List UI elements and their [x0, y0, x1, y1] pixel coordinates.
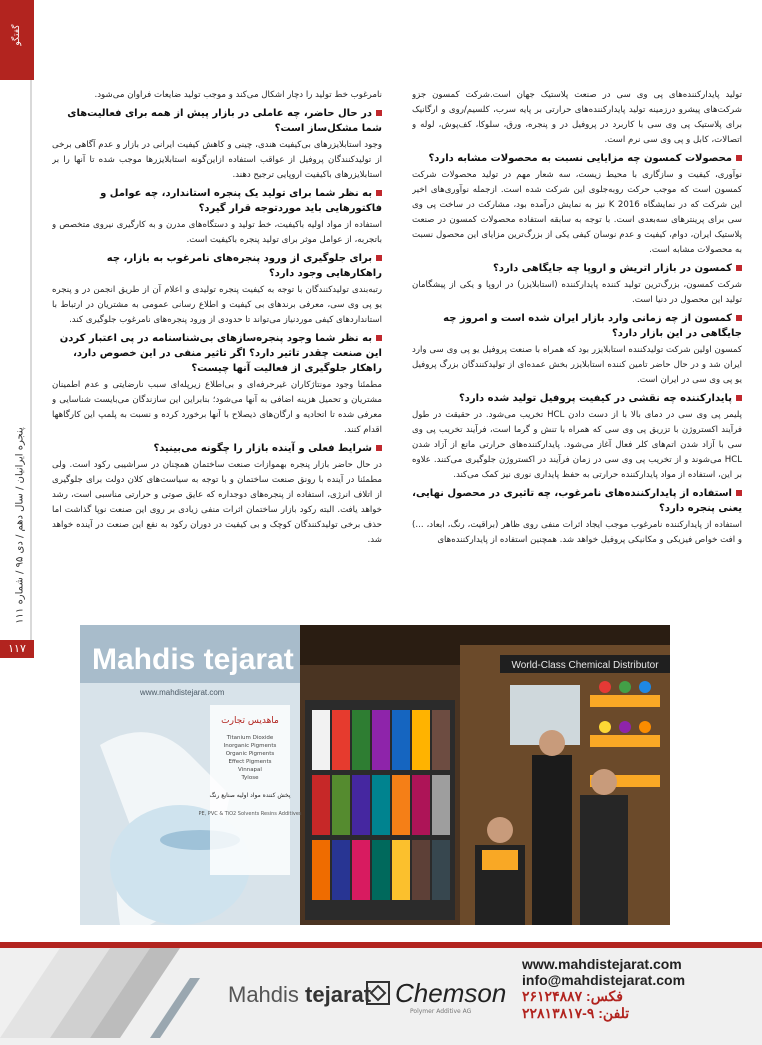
question-text: پایدارکننده چه نقشی در کیفیت پروفیل تولید شده دارد؟	[458, 393, 732, 404]
question-bullet-icon	[376, 445, 382, 451]
question-text: استفاده از پایدارکننده‌های نامرغوب، چه تاثیری در محصول نهایی، یعنی پنجره دارد؟	[412, 488, 742, 514]
question-bullet-icon	[736, 155, 742, 161]
booth-sign: World-Class Chemical Distributor	[511, 660, 659, 671]
booth-illustration	[80, 625, 670, 925]
question-bullet-icon	[736, 490, 742, 496]
poster-line-2: Inorganic Pigments	[223, 743, 277, 749]
interview-question	[52, 331, 382, 376]
interview-answer	[412, 168, 742, 258]
answer-text: استفاده از مواد اولیه باکیفیت، خط تولید و دستگاه‌های مدرن و به کارگیری نیروی متخصص و باتجربه، از عوامل موثر برای تولید پنجره باکیفیت است.	[52, 220, 382, 245]
interview-answer	[412, 88, 742, 148]
interview-question	[52, 186, 382, 216]
interview-answer	[52, 88, 382, 103]
article-column-right	[412, 88, 742, 633]
interview-question	[52, 441, 382, 456]
answer-text: پلیمر پی وی سی در دمای بالا با از دست دادن HCL تخریب می‌شود. در حقیقت در طول فرآیند اکستروژن با تزریق پی وی سی که همراه با تنش و گرما است، فرآیند تخریب پی وی سی با آزاد شدن اتم‌های کلر فعال آغاز می‌شود. پایدارکننده‌های حرارتی مانع از آزاد شدن HCL می‌شوند و از تخریب پی وی سی در زمان فرآیند در اکستروژن جلوگیری می‌کنند. علاوه بر این، استفاده از مواد پایدارکننده حرارتی به حفظ پایداری نوری نیز کمک می‌کند.	[412, 410, 742, 480]
question-text: برای جلوگیری از ورود پنجره‌های نامرغوب به بازار، چه راهکارهایی وجود دارد؟	[106, 253, 382, 279]
page-number: ۱۱۷	[0, 640, 34, 658]
issue-info: پنجره ایرانیان / سال دهم / دی ۹۵ / شماره ۱۱۱	[14, 427, 26, 624]
banner-url: www.mahdistejarat.com	[140, 688, 225, 697]
interview-question	[52, 106, 382, 136]
interview-question	[412, 311, 742, 341]
exhibition-photo	[80, 625, 670, 925]
footer-advert	[0, 942, 762, 1045]
answer-text: نامرغوب خط تولید را دچار اشکال می‌کند و موجب تولید ضایعات فراوان می‌شود.	[94, 90, 382, 100]
interview-answer	[52, 458, 382, 548]
question-bullet-icon	[376, 110, 382, 116]
answer-text: وجود استابلایزرهای بی‌کیفیت هندی، چینی و کاهش کیفیت ایرانی در بازار و عدم آگاهی برخی از تولیدکنندگان پروفیل از عواقب استفاده ازاین‌گونه استابلایزرها موجب شده تا آنها را بر استابلایزرهای باکیفیت اروپایی ترجیح دهند.	[52, 140, 382, 180]
color-swatch-wall	[305, 700, 455, 920]
answer-text: در حال حاضر بازار پنجره بهموازات صنعت ساختمان همچنان در سراشیبی رکود است. ولی مطمئنا در آینده با رونق صنعت ساختمان و با توجه به سیاست‌های کلان دولت برای جلوگیری از اتلاف انرژی، استفاده از پنجره‌های دوجداره که عایق صوتی و حرارتی مناسبی است، رشد خواهد یافت. البته رکود بازار ساختمان اثرات منفی زیادی بر روی این صنعت نوپا گذاشت اما حذف برخی تولیدکنندگان کوچک و بی کیفیت در دوران رکود به نفع این صنعت در آینده خواهد شد.	[52, 460, 382, 545]
question-bullet-icon	[736, 395, 742, 401]
interview-answer	[52, 283, 382, 328]
mahdis-logo	[228, 982, 371, 1008]
answer-text: استفاده از پایدارکننده نامرغوب موجب ایجاد اثرات منفی روی ظاهر (براقیت، رنگ، ابعاد، ...) و افت خواص فیزیکی و مکانیکی پروفیل خواهد شد. همچنین استفاده از پایدارکننده‌های	[412, 520, 742, 545]
banner-brand: Mahdis tejarat	[92, 643, 294, 676]
interview-question	[412, 391, 742, 406]
chemson-subtitle: Polymer Additive AG	[410, 1008, 472, 1015]
question-text: در حال حاضر، چه عاملی در بازار پیش از همه برای فعالیت‌های شما مشکل‌ساز است؟	[67, 108, 382, 134]
poster-line-1: Titanium Dioxide	[226, 735, 274, 741]
interview-answer	[412, 278, 742, 308]
phone-number: تلفن: ۹-۲۲۸۱۳۸۱۷	[522, 1005, 630, 1021]
poster-fa: پخش کننده مواد اولیه صنایع رنگ	[209, 792, 291, 799]
question-bullet-icon	[736, 315, 742, 321]
answer-text: تولید پایدارکننده‌های پی وی سی در صنعت پلاستیک جهان است.شرکت کمسون جزو شرکت‌های پیشرو درزمینه تولید پایدارکننده‌های حرارتی بر پایه سرب، کلسیم/روی و ارگانیک برای پلاستیک پی وی سی با کاربرد در پروفیل در و پنجره، ورق، سلوکا، کف‌پوش، لوله و اتصالات، کابل و پی وی سی نرم است.	[412, 90, 742, 145]
question-bullet-icon	[736, 265, 742, 271]
question-bullet-icon	[376, 190, 382, 196]
contact-block	[522, 956, 752, 1022]
interview-answer	[412, 343, 742, 388]
poster-line-5: Vinnapal	[238, 767, 262, 773]
interview-question	[412, 151, 742, 166]
chemson-emblem-icon	[365, 980, 391, 1006]
mahdis-logo-b: tejarat	[305, 982, 372, 1007]
fax-number: فکس: ۲۶۱۲۴۸۸۷	[522, 988, 623, 1004]
answer-text: رتبه‌بندی تولیدکنندگان با توجه به کیفیت پنجره تولیدی و اعلام آن از طریق انجمن در و پنجره یو پی وی سی، معرفی برندهای بی کیفیت و اطلاع رسانی عمومی به مشتریان در ارتباط با استانداردهای کیفی موردنیاز می‌تواند تا حدودی از ورود پنجره‌های نامرغوب جلوگیری کند.	[52, 285, 382, 325]
interview-answer	[412, 408, 742, 483]
poster-sub: PE, PVC & TiO2 Solvents Resins Additives	[198, 811, 302, 817]
question-text: به نظر شما وجود پنجره‌سازهای بی‌شناسنامه در پی اعتبار کردن این صنعت چقدر تاثیر دارد؟ اگر تاثیر منفی در این خصوص دارد، راهکار جلوگیری از فعالیت آنها چیست؟	[59, 333, 382, 374]
mahdis-logo-a: Mahdis	[228, 982, 299, 1007]
interview-question	[52, 251, 382, 281]
email-address: info@mahdistejarat.com	[522, 972, 686, 988]
answer-text: نوآوری، کیفیت و سازگاری با محیط زیست، سه شعار مهم در تولید محصولات شرکت کمسون است که موجب حرکت روبه‌جلوی این شرکت شده است. ازجمله نوآوری‌های اخیر این شرکت که در نمایشگاه K 2016 نیز به نمایش درآمده بود، مشارکت در ساخت پی وی سی برای پرینترهای سه‌بعدی است. با توجه به سابقه استفاده محصولات کمسون در صنعت پلاستیک ایران، دوام، کیفیت و عدم نوسان کیفی یکی از بزرگ‌ترین مزایای این محصول نسبت به محصولات مشابه است.	[412, 170, 742, 255]
poster-line-3: Organic Pigments	[225, 751, 275, 757]
question-bullet-icon	[376, 335, 382, 341]
answer-text: مطمئنا وجود مونتاژکاران غیرحرفه‌ای و بی‌اطلاع زیرپله‌ای سبب نارضایتی و عدم اطمینان مشتریان و تحمیل هزینه اضافی به آنها می‌شود؛ بنابراین این سازندگان می‌بایست شناسایی و معرفی شده تا اتحادیه و ارگان‌های ذیصلاح با آنها برخورد کرده و نسبت به پلمپ این کارگاهها اقدام کنند.	[52, 380, 382, 435]
answer-text: شرکت کمسون، بزرگ‌ترین تولید کننده پایدارکننده (استابلایزر) در اروپا و یکی از پیشگامان تولید این محصول در دنیا است.	[412, 280, 742, 305]
poster-brand: ماهدیس تجارت	[221, 716, 279, 726]
question-text: به نظر شما برای تولید یک پنجره استاندارد، چه عوامل و فاکتورهایی باید موردتوجه قرار گیرد؟	[100, 188, 382, 214]
chemson-logo: Chemson	[395, 978, 507, 1008]
interview-answer	[412, 518, 742, 548]
interview-answer	[52, 378, 382, 438]
interview-answer	[52, 138, 382, 183]
question-text: کمسون در بازار اتریش و اروپا چه جایگاهی دارد؟	[493, 263, 732, 274]
question-text: شرایط فعلی و آینده بازار را چگونه می‌بینید؟	[153, 443, 372, 454]
side-rail	[30, 80, 32, 650]
answer-text: کمسون اولین شرکت تولیدکننده استابلایزر بود که همراه با صنعت پروفیل یو پی وی سی وارد ایران شد و در حال حاضر تامین کننده استابلایزر بخش عمده‌ای از تولیدکنندگان بزرگ پروفیل یو پی وی سی در ایران است.	[412, 345, 742, 385]
interview-answer	[52, 218, 382, 248]
question-bullet-icon	[376, 255, 382, 261]
interview-question	[412, 486, 742, 516]
question-text: کمسون از چه زمانی وارد بازار ایران شده است و امروز چه جایگاهی در این بازار دارد؟	[443, 313, 742, 339]
interview-question	[412, 261, 742, 276]
question-text: محصولات کمسون چه مزایایی نسبت به محصولات مشابه دارد؟	[428, 153, 732, 164]
article-column-left	[52, 88, 382, 633]
section-tab-label: گفتگو	[12, 24, 22, 46]
article-columns	[52, 88, 742, 633]
poster-line-4: Effect Pigments	[228, 759, 272, 765]
poster-line-6: Tylose	[241, 775, 259, 781]
section-tab	[0, 0, 34, 80]
website-url: www.mahdistejarat.com	[522, 956, 682, 972]
